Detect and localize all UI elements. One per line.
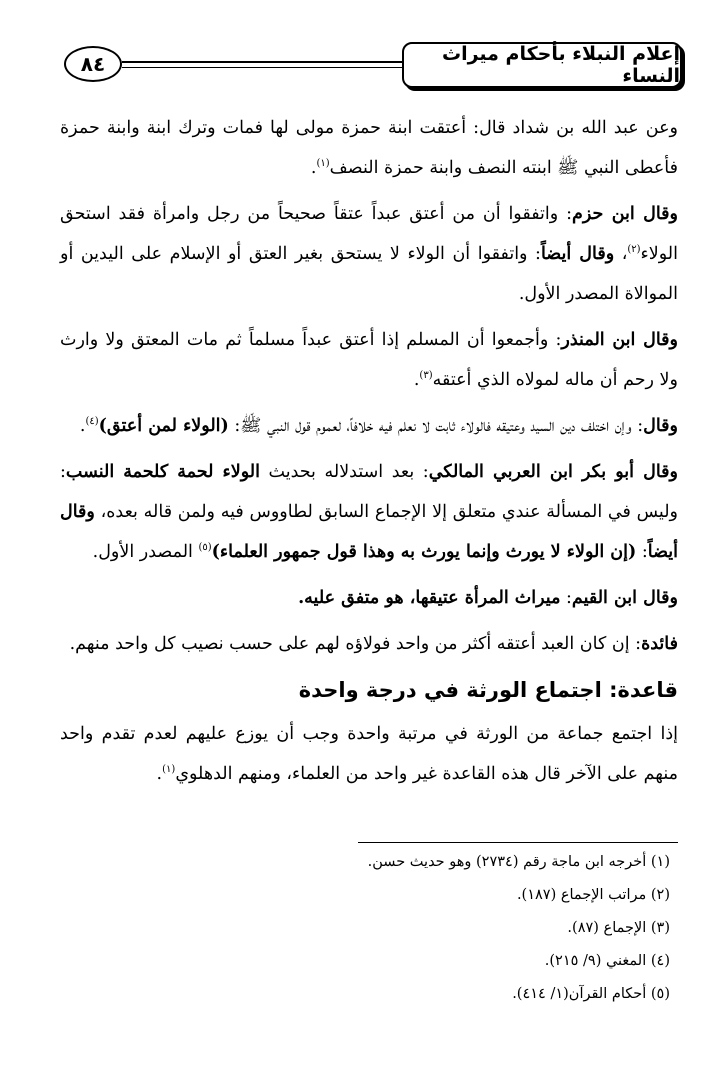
speaker-label: وقال أيضاً — [60, 502, 678, 562]
footnote-ref: (٥) — [198, 542, 212, 554]
book-title: إعلام النبلاء بأحكام ميراث النساء — [402, 42, 682, 88]
footnote-divider — [358, 842, 678, 843]
page-number: ٨٤ — [64, 46, 122, 82]
paragraph-6: وقال ابن القيم: ميراث المرأة عتيقها، هو متفق عليه. — [298, 588, 678, 608]
footnote-ref: (٢) — [627, 244, 641, 256]
speaker-label: وقال ابن القيم — [571, 588, 678, 608]
speaker-label: وقال ابن حزم — [572, 204, 678, 224]
quote-text: (إن الولاء لا يورث وإنما يورث به وهذا قول جمهور العلماء) — [211, 542, 637, 562]
speaker-label: وقال ابن المنذر — [561, 330, 678, 350]
footnote-item: (٣) الإجماع (٨٧). — [567, 920, 670, 936]
paragraph-3: وقال ابن المنذر: وأجمعوا أن المسلم إذا أعتق عبداً مسلماً ثم مات المعتق ولا وارث ولا رحم أن ماله لمولاه الذي أعتقه$^{(٣)}$. — [60, 330, 678, 390]
hadith-quote: (الولاء لمن أعتق) — [98, 416, 229, 436]
footnote-ref: (١) — [316, 158, 330, 170]
footnote-ref: (١) — [162, 764, 176, 776]
footnote-item: (١) أخرجه ابن ماجة رقم (٢٧٣٤) وهو حديث حسن. — [367, 854, 670, 870]
note-label: فائدة — [641, 634, 678, 654]
paragraph-2: وقال ابن حزم: واتفقوا أن من أعتق عبداً عتقاً صحيحاً من رجل وامرأة فقد استحق الولاء$^{(٢)}$، وقال أيضاً: واتفقوا أن الولاء لا يستحق بغير العتق أو الإسلام على اليدين أو الموالاة المصدر الأول. — [60, 204, 678, 304]
page-header — [62, 42, 682, 88]
paragraph-7: فائدة: إن كان العبد أعتقه أكثر من واحد فولاؤه لهم على حسب نصيب كل واحد منهم. — [69, 634, 678, 654]
paragraph-1: وعن عبد الله بن شداد قال: أعتقت ابنة حمزة مولى لها فمات وترك ابنة وابنة حمزة فأعطى النبي ﷺ ابنته النصف وابنة حمزة النصف$^{(١)}$. — [60, 118, 678, 178]
paragraph-4: وقال: وإن اختلف دين السيد وعتيقه فالولاء ثابت لا نعلم فيه خلافاً، لعموم قول النبي ﷺ: (الولاء لمن أعتق)$^{(٤)}$. — [79, 416, 678, 436]
speaker-label: وقال أبو بكر ابن العربي المالكي — [428, 462, 678, 482]
footnote-ref: (٣) — [419, 370, 433, 382]
section-heading: قاعدة: اجتماع الورثة في درجة واحدة — [298, 678, 678, 702]
quote-text: ميراث المرأة عتيقها، هو متفق عليه. — [298, 588, 561, 608]
footnotes — [110, 846, 670, 1011]
main-text — [60, 108, 678, 800]
speaker-label: وقال — [643, 416, 678, 436]
footnote-ref: (٤) — [85, 416, 99, 428]
paragraph-5: وقال أبو بكر ابن العربي المالكي: بعد استدلاله بحديث الولاء لحمة كلحمة النسب: وليس في المسألة عندي متعلق إلا الإجماع السابق لطاووس فيه ولمن قاله بعده، وقال أيضاً: (إن الولاء لا يورث وإنما يورث به وهذا قول جمهور العلماء)$^{(٥)}$ المصدر الأول. — [60, 462, 678, 562]
header-rule-thin — [122, 67, 402, 68]
footnote-item: (٥) أحكام القرآن(١/ ٤١٤). — [512, 986, 670, 1002]
paragraph-8: إذا اجتمع جماعة من الورثة في مرتبة واحدة وجب أن يوزع عليهم لعدم تقدم واحد منهم على الآخر قال هذه القاعدة غير واحد من العلماء، ومنهم الدهلوي$^{(١)}$. — [60, 724, 678, 784]
header-rule — [122, 61, 402, 63]
speaker-label: وقال أيضاً — [540, 244, 615, 264]
footnote-item: (٢) مراتب الإجماع (١٨٧). — [516, 887, 670, 903]
hadith-quote: الولاء لحمة كلحمة النسب — [65, 462, 260, 482]
footnote-item: (٤) المغني (٩/ ٢١٥). — [544, 953, 670, 969]
